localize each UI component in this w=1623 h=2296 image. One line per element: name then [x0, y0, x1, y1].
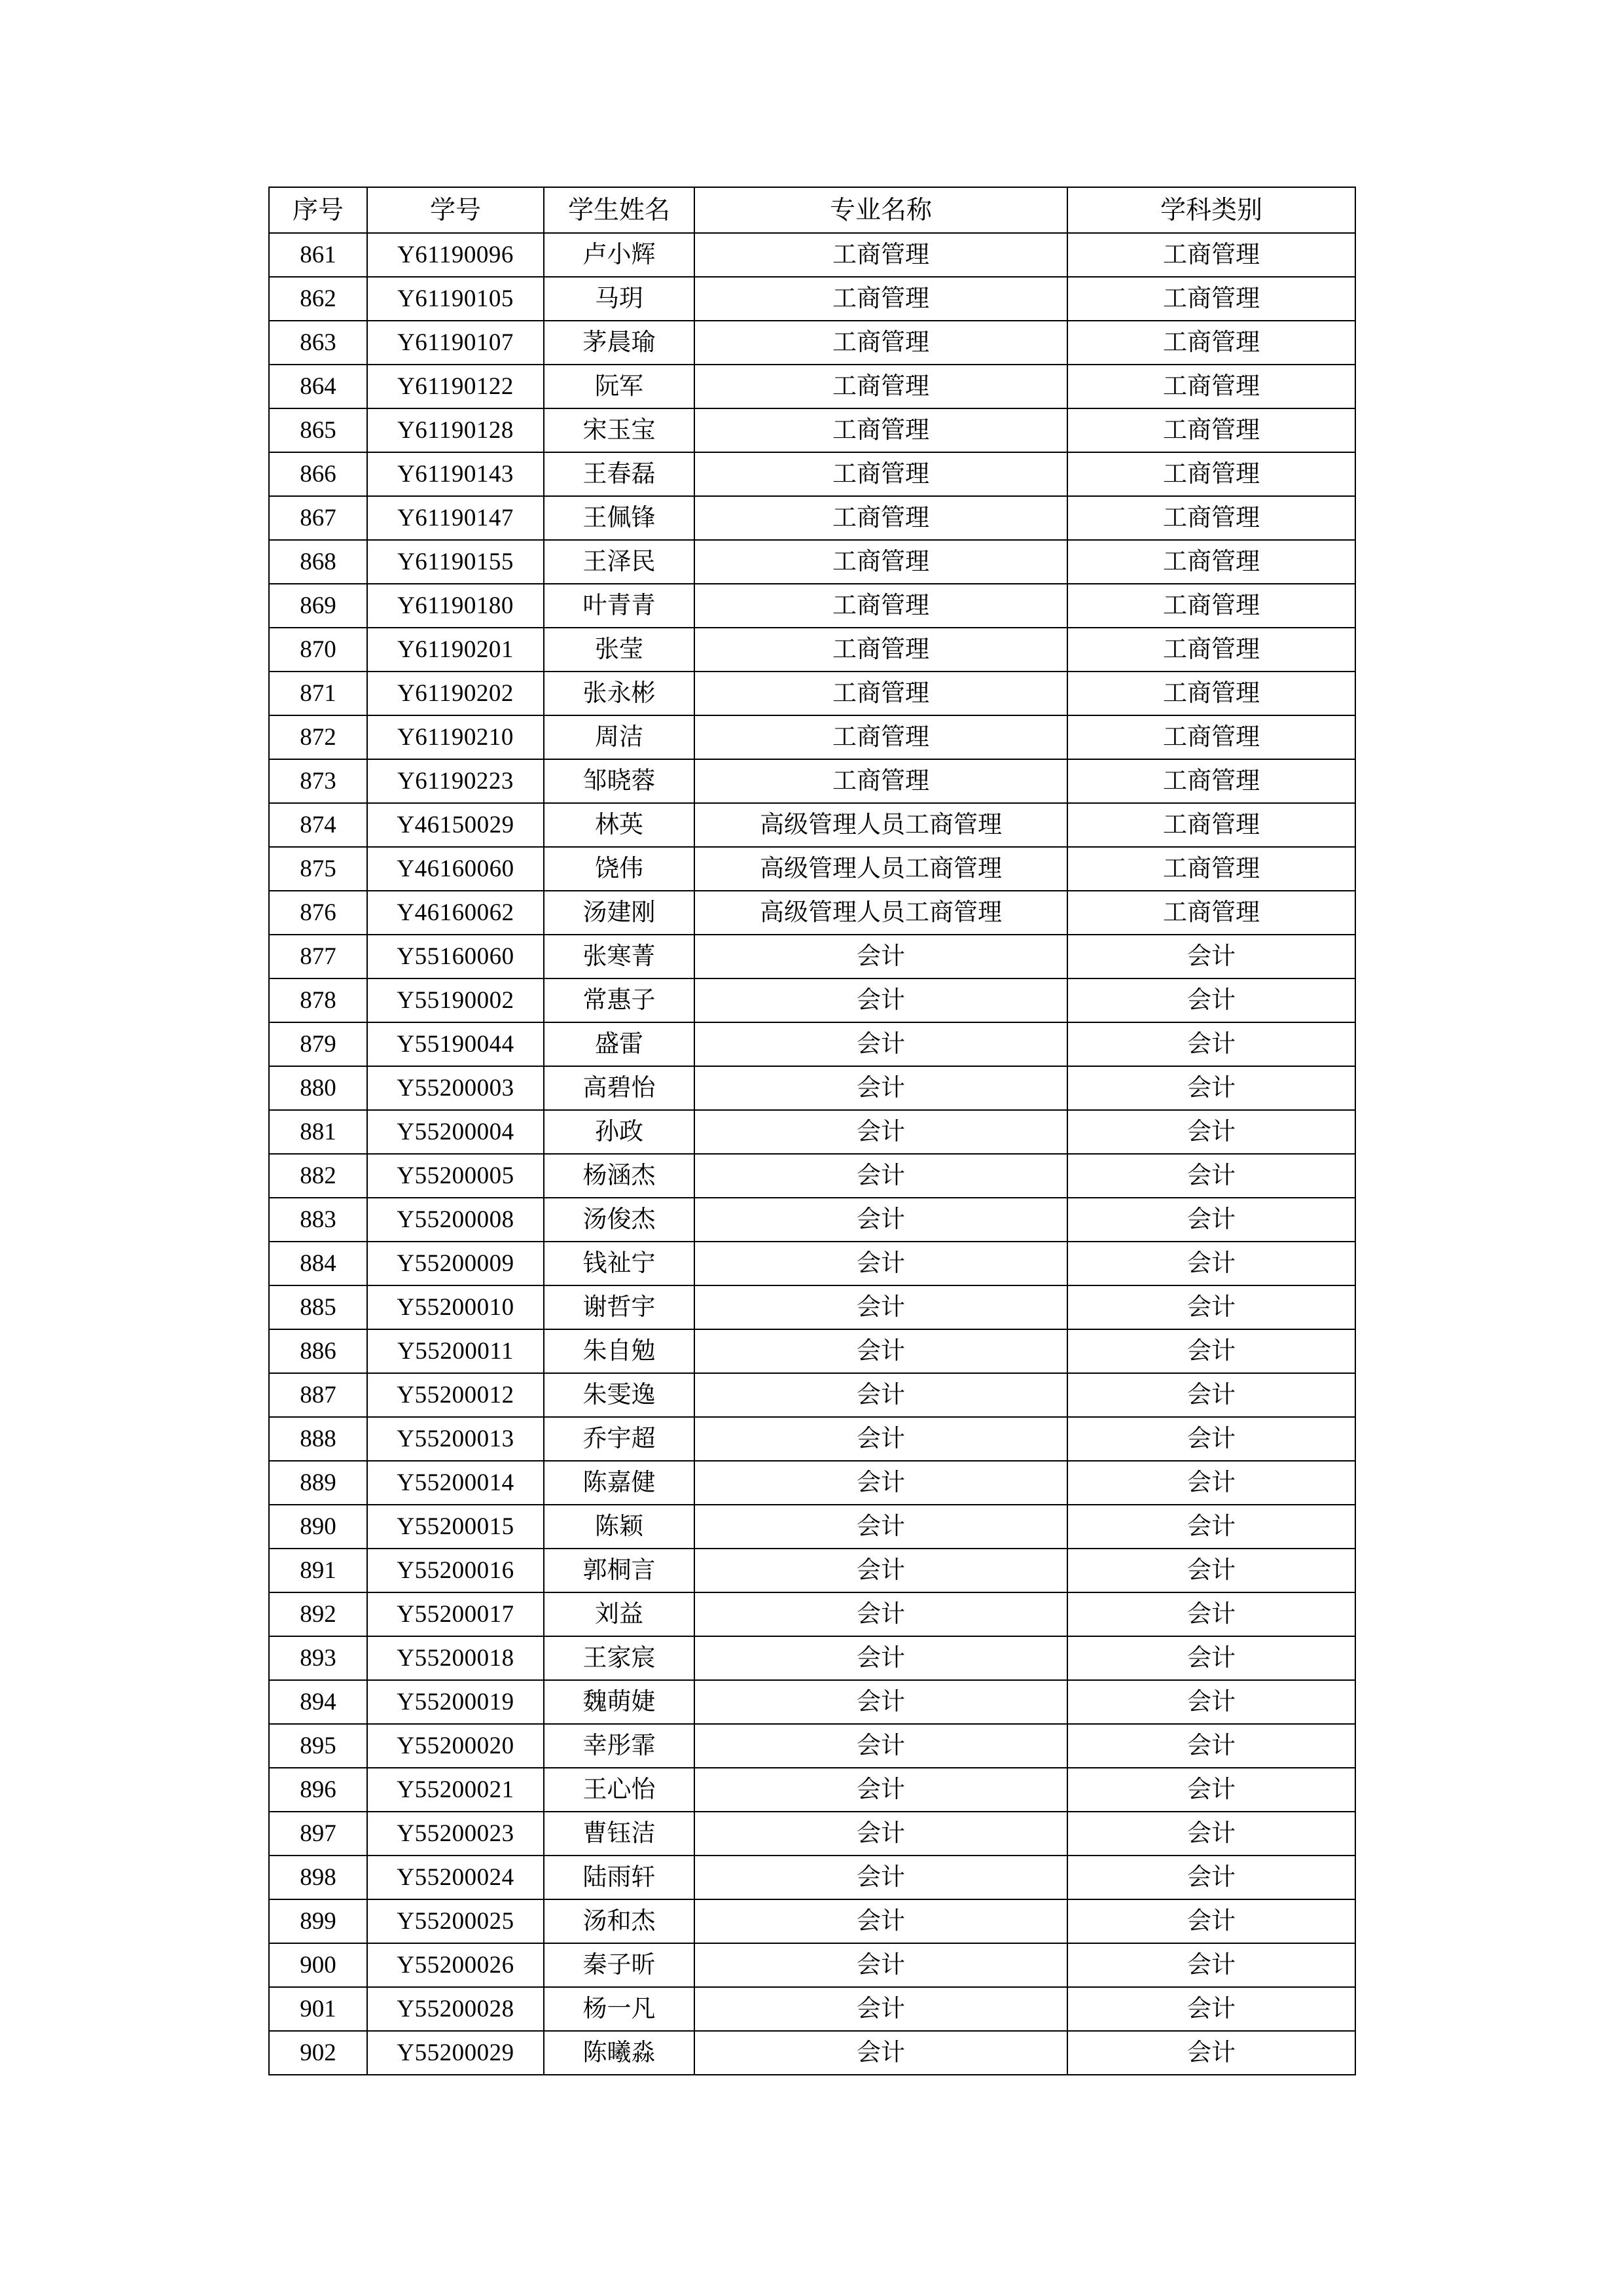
cell-discipline-category: 会计: [1067, 1066, 1355, 1110]
cell-discipline-category: 工商管理: [1067, 847, 1355, 891]
column-header-student-id: 学号: [367, 187, 544, 233]
cell-student-id: Y55200012: [367, 1373, 544, 1417]
cell-major: 工商管理: [694, 628, 1067, 672]
cell-discipline-category: 工商管理: [1067, 803, 1355, 847]
cell-major: 会计: [694, 935, 1067, 978]
column-header-sequence: 序号: [269, 187, 367, 233]
cell-major: 会计: [694, 1987, 1067, 2031]
cell-student-name: 邹晓蓉: [544, 759, 694, 803]
cell-student-id: Y55200026: [367, 1943, 544, 1987]
table-row: [269, 321, 1355, 365]
cell-student-id: Y55200009: [367, 1242, 544, 1285]
table-row: [269, 1636, 1355, 1680]
cell-student-id: Y61190201: [367, 628, 544, 672]
cell-sequence: 889: [269, 1461, 367, 1505]
table-row: [269, 935, 1355, 978]
cell-sequence: 899: [269, 1899, 367, 1943]
cell-sequence: 882: [269, 1154, 367, 1198]
table-row: [269, 1066, 1355, 1110]
table-row: [269, 1549, 1355, 1592]
cell-student-id: Y55200029: [367, 2031, 544, 2075]
cell-discipline-category: 会计: [1067, 1592, 1355, 1636]
cell-major: 会计: [694, 1505, 1067, 1549]
cell-student-id: Y55200020: [367, 1724, 544, 1768]
cell-discipline-category: 会计: [1067, 1154, 1355, 1198]
cell-major: 会计: [694, 1373, 1067, 1417]
table-row: [269, 584, 1355, 628]
cell-student-id: Y61190202: [367, 672, 544, 715]
cell-student-id: Y46160062: [367, 891, 544, 935]
cell-student-name: 朱自勉: [544, 1329, 694, 1373]
cell-sequence: 893: [269, 1636, 367, 1680]
table-row: [269, 1154, 1355, 1198]
cell-sequence: 890: [269, 1505, 367, 1549]
table-row: [269, 978, 1355, 1022]
table-row: [269, 1461, 1355, 1505]
cell-sequence: 895: [269, 1724, 367, 1768]
table-row: [269, 1987, 1355, 2031]
cell-major: 会计: [694, 1461, 1067, 1505]
cell-student-id: Y55200014: [367, 1461, 544, 1505]
cell-discipline-category: 工商管理: [1067, 233, 1355, 277]
cell-student-id: Y61190210: [367, 715, 544, 759]
cell-sequence: 885: [269, 1285, 367, 1329]
cell-student-id: Y55200004: [367, 1110, 544, 1154]
cell-student-name: 汤俊杰: [544, 1198, 694, 1242]
table-row: [269, 2031, 1355, 2075]
cell-sequence: 901: [269, 1987, 367, 2031]
table-row: [269, 1943, 1355, 1987]
table-row: [269, 540, 1355, 584]
cell-major: 工商管理: [694, 759, 1067, 803]
cell-discipline-category: 会计: [1067, 1768, 1355, 1812]
cell-student-name: 朱雯逸: [544, 1373, 694, 1417]
cell-sequence: 870: [269, 628, 367, 672]
cell-sequence: 861: [269, 233, 367, 277]
cell-student-name: 王春磊: [544, 452, 694, 496]
cell-discipline-category: 工商管理: [1067, 496, 1355, 540]
cell-sequence: 892: [269, 1592, 367, 1636]
cell-sequence: 888: [269, 1417, 367, 1461]
cell-student-name: 幸彤霏: [544, 1724, 694, 1768]
cell-student-name: 王佩锋: [544, 496, 694, 540]
cell-sequence: 875: [269, 847, 367, 891]
table-row: [269, 1022, 1355, 1066]
cell-student-id: Y55200028: [367, 1987, 544, 2031]
cell-sequence: 897: [269, 1812, 367, 1856]
cell-major: 工商管理: [694, 365, 1067, 408]
cell-sequence: 872: [269, 715, 367, 759]
table-row: [269, 1680, 1355, 1724]
cell-student-name: 盛雷: [544, 1022, 694, 1066]
cell-discipline-category: 工商管理: [1067, 584, 1355, 628]
cell-sequence: 874: [269, 803, 367, 847]
student-roster-table-wrapper: [268, 187, 1355, 2075]
cell-major: 工商管理: [694, 452, 1067, 496]
cell-student-name: 周洁: [544, 715, 694, 759]
cell-discipline-category: 会计: [1067, 1680, 1355, 1724]
cell-discipline-category: 会计: [1067, 1505, 1355, 1549]
cell-major: 会计: [694, 1549, 1067, 1592]
cell-student-name: 陈曦淼: [544, 2031, 694, 2075]
cell-student-name: 刘益: [544, 1592, 694, 1636]
cell-major: 会计: [694, 1329, 1067, 1373]
cell-student-name: 王心怡: [544, 1768, 694, 1812]
cell-student-id: Y61190180: [367, 584, 544, 628]
table-header: [269, 187, 1355, 233]
cell-sequence: 869: [269, 584, 367, 628]
cell-student-name: 马玥: [544, 277, 694, 321]
cell-sequence: 863: [269, 321, 367, 365]
cell-student-id: Y55200015: [367, 1505, 544, 1549]
cell-sequence: 871: [269, 672, 367, 715]
cell-major: 高级管理人员工商管理: [694, 891, 1067, 935]
cell-student-name: 汤和杰: [544, 1899, 694, 1943]
cell-sequence: 898: [269, 1856, 367, 1899]
cell-student-name: 卢小辉: [544, 233, 694, 277]
cell-student-id: Y61190143: [367, 452, 544, 496]
cell-discipline-category: 会计: [1067, 1285, 1355, 1329]
cell-discipline-category: 会计: [1067, 1329, 1355, 1373]
cell-student-id: Y55200013: [367, 1417, 544, 1461]
cell-student-id: Y55190002: [367, 978, 544, 1022]
cell-student-id: Y61190096: [367, 233, 544, 277]
cell-student-id: Y55200017: [367, 1592, 544, 1636]
cell-discipline-category: 工商管理: [1067, 452, 1355, 496]
table-row: [269, 1592, 1355, 1636]
cell-sequence: 879: [269, 1022, 367, 1066]
cell-student-name: 汤建刚: [544, 891, 694, 935]
cell-student-id: Y55160060: [367, 935, 544, 978]
cell-major: 工商管理: [694, 277, 1067, 321]
table-row: [269, 1110, 1355, 1154]
cell-student-name: 谢哲宇: [544, 1285, 694, 1329]
cell-major: 工商管理: [694, 715, 1067, 759]
cell-student-name: 王泽民: [544, 540, 694, 584]
table-row: [269, 1329, 1355, 1373]
cell-major: 会计: [694, 1198, 1067, 1242]
table-row: [269, 1373, 1355, 1417]
cell-student-id: Y55200010: [367, 1285, 544, 1329]
table-row: [269, 1768, 1355, 1812]
cell-student-id: Y46160060: [367, 847, 544, 891]
cell-discipline-category: 会计: [1067, 935, 1355, 978]
cell-student-id: Y61190223: [367, 759, 544, 803]
cell-major: 会计: [694, 1154, 1067, 1198]
cell-discipline-category: 会计: [1067, 1636, 1355, 1680]
cell-student-name: 叶青青: [544, 584, 694, 628]
cell-major: 会计: [694, 2031, 1067, 2075]
cell-major: 工商管理: [694, 540, 1067, 584]
cell-student-id: Y61190147: [367, 496, 544, 540]
cell-sequence: 867: [269, 496, 367, 540]
cell-discipline-category: 工商管理: [1067, 628, 1355, 672]
cell-major: 工商管理: [694, 408, 1067, 452]
cell-major: 高级管理人员工商管理: [694, 803, 1067, 847]
cell-discipline-category: 会计: [1067, 1899, 1355, 1943]
cell-sequence: 865: [269, 408, 367, 452]
cell-student-id: Y61190122: [367, 365, 544, 408]
cell-major: 会计: [694, 1812, 1067, 1856]
cell-sequence: 877: [269, 935, 367, 978]
cell-major: 工商管理: [694, 672, 1067, 715]
cell-discipline-category: 会计: [1067, 1549, 1355, 1592]
cell-discipline-category: 会计: [1067, 1110, 1355, 1154]
column-header-discipline-category: 学科类别: [1067, 187, 1355, 233]
cell-student-id: Y55200019: [367, 1680, 544, 1724]
cell-major: 会计: [694, 1592, 1067, 1636]
cell-sequence: 902: [269, 2031, 367, 2075]
cell-major: 会计: [694, 978, 1067, 1022]
cell-major: 会计: [694, 1680, 1067, 1724]
cell-discipline-category: 会计: [1067, 1417, 1355, 1461]
cell-major: 会计: [694, 1417, 1067, 1461]
cell-discipline-category: 会计: [1067, 1022, 1355, 1066]
cell-student-id: Y55200016: [367, 1549, 544, 1592]
table-row: [269, 277, 1355, 321]
table-row: [269, 803, 1355, 847]
cell-student-name: 林英: [544, 803, 694, 847]
cell-student-id: Y61190128: [367, 408, 544, 452]
cell-discipline-category: 会计: [1067, 1242, 1355, 1285]
cell-major: 会计: [694, 1724, 1067, 1768]
cell-student-name: 杨一凡: [544, 1987, 694, 2031]
table-row: [269, 233, 1355, 277]
cell-major: 工商管理: [694, 496, 1067, 540]
cell-student-id: Y55190044: [367, 1022, 544, 1066]
cell-student-name: 张寒菁: [544, 935, 694, 978]
cell-student-name: 钱祉宁: [544, 1242, 694, 1285]
column-header-major: 专业名称: [694, 187, 1067, 233]
cell-student-name: 秦子昕: [544, 1943, 694, 1987]
cell-major: 高级管理人员工商管理: [694, 847, 1067, 891]
cell-student-name: 张永彬: [544, 672, 694, 715]
cell-student-name: 王家宸: [544, 1636, 694, 1680]
cell-sequence: 864: [269, 365, 367, 408]
cell-sequence: 883: [269, 1198, 367, 1242]
table-row: [269, 1417, 1355, 1461]
cell-sequence: 866: [269, 452, 367, 496]
column-header-student-name: 学生姓名: [544, 187, 694, 233]
cell-discipline-category: 会计: [1067, 978, 1355, 1022]
cell-student-id: Y55200011: [367, 1329, 544, 1373]
table-row: [269, 1856, 1355, 1899]
cell-sequence: 884: [269, 1242, 367, 1285]
table-row: [269, 1505, 1355, 1549]
cell-student-id: Y55200021: [367, 1768, 544, 1812]
cell-sequence: 876: [269, 891, 367, 935]
cell-sequence: 880: [269, 1066, 367, 1110]
cell-major: 会计: [694, 1022, 1067, 1066]
cell-discipline-category: 工商管理: [1067, 759, 1355, 803]
cell-student-id: Y55200025: [367, 1899, 544, 1943]
cell-student-name: 郭桐言: [544, 1549, 694, 1592]
cell-student-id: Y55200003: [367, 1066, 544, 1110]
table-row: [269, 847, 1355, 891]
cell-major: 会计: [694, 1768, 1067, 1812]
cell-sequence: 868: [269, 540, 367, 584]
cell-student-name: 茅晨瑜: [544, 321, 694, 365]
cell-student-name: 宋玉宝: [544, 408, 694, 452]
cell-discipline-category: 工商管理: [1067, 408, 1355, 452]
table-row: [269, 496, 1355, 540]
table-row: [269, 759, 1355, 803]
table-row: [269, 1812, 1355, 1856]
cell-student-name: 孙政: [544, 1110, 694, 1154]
cell-major: 会计: [694, 1110, 1067, 1154]
cell-discipline-category: 会计: [1067, 2031, 1355, 2075]
cell-student-id: Y61190107: [367, 321, 544, 365]
cell-student-name: 张莹: [544, 628, 694, 672]
cell-student-name: 常惠子: [544, 978, 694, 1022]
cell-student-id: Y55200005: [367, 1154, 544, 1198]
cell-sequence: 887: [269, 1373, 367, 1417]
cell-student-name: 饶伟: [544, 847, 694, 891]
cell-major: 工商管理: [694, 584, 1067, 628]
cell-sequence: 891: [269, 1549, 367, 1592]
table-row: [269, 891, 1355, 935]
cell-student-id: Y61190105: [367, 277, 544, 321]
cell-discipline-category: 会计: [1067, 1856, 1355, 1899]
cell-discipline-category: 工商管理: [1067, 321, 1355, 365]
cell-major: 会计: [694, 1856, 1067, 1899]
table-row: [269, 452, 1355, 496]
cell-major: 会计: [694, 1943, 1067, 1987]
cell-discipline-category: 会计: [1067, 1724, 1355, 1768]
table-row: [269, 408, 1355, 452]
cell-student-id: Y55200008: [367, 1198, 544, 1242]
cell-student-name: 阮军: [544, 365, 694, 408]
table-row: [269, 365, 1355, 408]
cell-discipline-category: 工商管理: [1067, 672, 1355, 715]
cell-sequence: 873: [269, 759, 367, 803]
cell-discipline-category: 会计: [1067, 1461, 1355, 1505]
cell-student-id: Y46150029: [367, 803, 544, 847]
cell-student-id: Y55200024: [367, 1856, 544, 1899]
cell-discipline-category: 会计: [1067, 1943, 1355, 1987]
cell-sequence: 894: [269, 1680, 367, 1724]
table-row: [269, 1242, 1355, 1285]
cell-discipline-category: 会计: [1067, 1198, 1355, 1242]
cell-student-name: 乔宇超: [544, 1417, 694, 1461]
table-row: [269, 1198, 1355, 1242]
cell-major: 会计: [694, 1285, 1067, 1329]
cell-major: 会计: [694, 1242, 1067, 1285]
table-header-row: [269, 187, 1355, 233]
cell-student-name: 陈嘉健: [544, 1461, 694, 1505]
cell-discipline-category: 工商管理: [1067, 277, 1355, 321]
cell-discipline-category: 工商管理: [1067, 365, 1355, 408]
table-row: [269, 672, 1355, 715]
cell-major: 会计: [694, 1066, 1067, 1110]
cell-discipline-category: 工商管理: [1067, 715, 1355, 759]
cell-sequence: 881: [269, 1110, 367, 1154]
cell-discipline-category: 会计: [1067, 1987, 1355, 2031]
cell-student-name: 高碧怡: [544, 1066, 694, 1110]
cell-student-name: 陈颖: [544, 1505, 694, 1549]
cell-student-id: Y55200018: [367, 1636, 544, 1680]
cell-student-id: Y61190155: [367, 540, 544, 584]
table-row: [269, 1899, 1355, 1943]
cell-discipline-category: 工商管理: [1067, 891, 1355, 935]
cell-discipline-category: 会计: [1067, 1812, 1355, 1856]
table-body: [269, 233, 1355, 2075]
table-row: [269, 715, 1355, 759]
cell-major: 工商管理: [694, 321, 1067, 365]
student-roster-table: [268, 187, 1356, 2075]
cell-major: 工商管理: [694, 233, 1067, 277]
cell-sequence: 878: [269, 978, 367, 1022]
cell-sequence: 886: [269, 1329, 367, 1373]
cell-student-name: 魏萌婕: [544, 1680, 694, 1724]
cell-student-name: 曹钰洁: [544, 1812, 694, 1856]
cell-discipline-category: 会计: [1067, 1373, 1355, 1417]
table-row: [269, 1724, 1355, 1768]
cell-sequence: 896: [269, 1768, 367, 1812]
cell-student-id: Y55200023: [367, 1812, 544, 1856]
cell-student-name: 杨涵杰: [544, 1154, 694, 1198]
cell-sequence: 862: [269, 277, 367, 321]
cell-major: 会计: [694, 1899, 1067, 1943]
cell-major: 会计: [694, 1636, 1067, 1680]
cell-student-name: 陆雨轩: [544, 1856, 694, 1899]
cell-sequence: 900: [269, 1943, 367, 1987]
table-row: [269, 1285, 1355, 1329]
table-row: [269, 628, 1355, 672]
cell-discipline-category: 工商管理: [1067, 540, 1355, 584]
